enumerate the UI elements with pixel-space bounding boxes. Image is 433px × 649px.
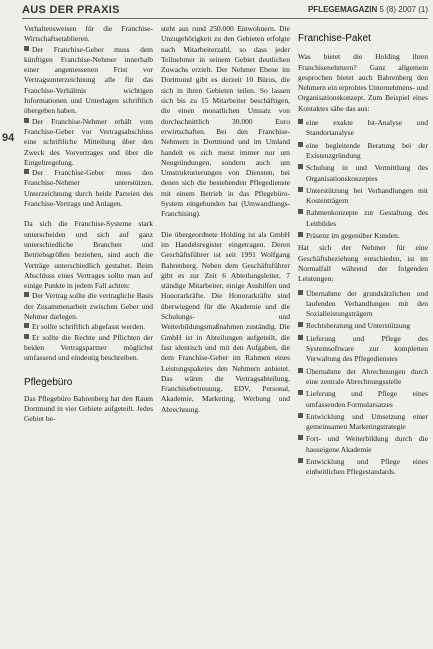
- franchise-paket-heading: Franchise-Paket: [298, 33, 371, 44]
- list-item: Entwicklung und Pflege eines einheitlichen Pflegestandards.: [298, 457, 428, 478]
- issue-number: 5 (8) 2007 (1): [379, 5, 428, 14]
- column-1: [24, 24, 153, 425]
- section-label: AUS DER PRAXIS: [22, 4, 120, 16]
- bullet-square-icon: [298, 413, 303, 418]
- list-item: Rahmenkonzepte zur Gestaltung des Leitbildes: [298, 208, 428, 229]
- bullet-square-icon: [24, 169, 29, 174]
- bullet-square-icon: [298, 119, 303, 124]
- bullet-square-icon: [298, 335, 303, 340]
- list-item: Lieferung und Pflege eines umfassenden Formularsatzes: [298, 389, 428, 410]
- list-item: Unterstützung bei Verhandlungen mit Kostenträgern: [298, 186, 428, 207]
- bullet-square-icon: [298, 187, 303, 192]
- col3-paragraph-1: Was bietet die Holding ihren Franchisenehmern? Ganz allgemein gesprochen bietet auch Bahrenberg den Nehmern ein erprobtes Unternehmens- und Organisationskonzept. Zum Beispiel eines Kontaktes sähe das aus:: [298, 52, 428, 113]
- list-item: eine exakte Ist-Analyse und Standortanalyse: [298, 118, 428, 139]
- column-2: [161, 24, 290, 415]
- header-rule: [22, 18, 428, 19]
- col3-list-1: [298, 118, 428, 241]
- bullet-square-icon: [298, 368, 303, 373]
- col1-bullet-3: Der Franchise-Geber muss den Franchise-Nehmer unterstützen. Unterzeichnung durch beide Parteien des Franchise-Vertrags und Anlagen.: [24, 168, 153, 209]
- bullet-square-icon: [298, 232, 303, 237]
- list-item: Rechtsberatung und Unterstützung: [298, 321, 428, 331]
- bullet-square-icon: [298, 164, 303, 169]
- bullet-square-icon: [298, 142, 303, 147]
- bullet-square-icon: [24, 334, 29, 339]
- bullet-square-icon: [24, 46, 29, 51]
- list-item: Lieferung und Pflege des Systemsoftware zur kompletten Verwaltung des Pflegedienstes: [298, 334, 428, 365]
- bullet-square-icon: [298, 435, 303, 440]
- bullet-square-icon: [24, 118, 29, 123]
- col3-list-2: [298, 289, 428, 478]
- pflegebuero-heading: Pflegebüro: [24, 376, 73, 388]
- bullet-square-icon: [298, 390, 303, 395]
- col2-paragraph-1: steht aus rund 250.000 Einwohnern. Die Unzugehörigkeit zu den Gebieten erfolgte nach Mitarbeiterzahl, so dass jeder Teilnehmer in seinem Gebiet deutlichen Zuwachs erzielt. Der Nehmer Ebene im Dortmund gibt es derzeit 10 Büros, die sich in ihren Gebieten teilen. So lassen sich bis zu 15 Mitarbeiter beschäftigen, die einen monatlichen Umsatz von durchschnittlich 30.000 Euro erwirtschaften. Bei den Franchise-Nehmern in Dortmund und im Umland handelt es sich meist immer nur um Neugründungen, sondern auch um Umstrukturierungen von Diensten, bei denen sich die bestehenden Pflegedienste mit einem Betrieb in das Pflegebüro-System eingebunden hat (Umwandlungs-Franchising).: [161, 24, 290, 219]
- column-3: [298, 24, 428, 480]
- col1-bullet-1: Der Franchise-Geber muss dem künftigen Franchise-Nehmer innerhalb einer angemessenen Frist vor Vertragsunterzeichnung alle für das Franchise-Verhältnis wichtigen Informationen und Unterlagen schriftlich übergeben haben.: [24, 44, 153, 116]
- bullet-square-icon: [298, 458, 303, 463]
- list-item: eine begleitende Beratung bei der Existenzgründung: [298, 141, 428, 162]
- bullet-square-icon: [24, 292, 29, 297]
- list-item: Übernahme der grundsätzlichen und laufenden Verhandlungen mit den Sozialleistungsträgern: [298, 289, 428, 320]
- bullet-square-icon: [298, 322, 303, 327]
- col1-final-paragraph: Das Pflegebüro Bahrenberg hat den Raum Dortmund in vier Gebiete aufgeteilt. Jedes Gebiet be-: [24, 393, 153, 424]
- col1-bullet-5: Er sollte schriftlich abgefasst werden.: [24, 322, 153, 332]
- col1-bullet-4: Der Vertrag sollte die vertragliche Basis der Zusammenarbeit zwischen Geber und Nehmer darlegen.: [24, 291, 153, 322]
- col1-bullet-6: Er sollte die Rechte und Pflichten der beiden Vertragspartner möglichst umfassend und eindeutig beschreiben.: [24, 332, 153, 363]
- list-item: Entwicklung und Umsetzung einer gemeinsamen Marketingstrategie: [298, 412, 428, 433]
- list-item: Übernahme der Abrechnungen durch eine zentrale Abrechnungsstelle: [298, 367, 428, 388]
- bullet-square-icon: [298, 290, 303, 295]
- col1-paragraph: Da sich die Franchise-Systeme stark unterscheiden und sich auf ganz unterschiedliche Branchen und Betriebsgrößen beziehen, sind auch die Verträge unterschiedlich gestaltet. Beim Abschluss eines Vertrages sollte man auf einige Punkte in jedem Fall achten:: [24, 219, 153, 291]
- col2-paragraph-2: Die übergeordnete Holding ist als GmbH im Handelsregister eingetragen. Deren Geschäftsführer ist seit 1991 Wolfgang Bahrenberg. Neben dem Geschäftsführer gibt es zur Zeit 6 Abteilungsleiter, 7 ständige Mitarbeiter, einige Aushilfen und Honorarkräfte. Die Honorarkräfte sind überwiegend für die Akademie und die Schulungs- und Weiterbildungsmaßnahmen zuständig. Die GmbH ist in Abteilungen aufgeteilt, die fast identisch und mit den Aufgaben, die dem Franchise-Geber im Rahmen eines Leistungspaketes den Nehmern anbietet. Das wären die Vertragsabteilung, Franchisebetreuung, EDV, Personal, Akademie, Marketing, Werbung und Abrechnung.: [161, 229, 290, 414]
- col1-intro: Verhaltensweisen für die Franchise-Wirtschaftsetablieren.: [24, 24, 153, 44]
- bullet-square-icon: [24, 323, 29, 328]
- col3-paragraph-2: Hat sich der Nehmer für eine Geschäftsbeziehung entschieden, ist im Normalfall während der folgenden Leistungen:: [298, 243, 428, 284]
- list-item: Schulung in und Vermittlung des Organisationskonzeptes: [298, 163, 428, 184]
- magazine-name: PFLEGEMAGAZIN: [307, 5, 378, 14]
- col1-bullet-2: Der Franchise-Nehmer erhält vom Franchise-Geber vor Vertragsabschluss eine schriftliche Mitteilung über den Zweck des Vorvertrages und über die Entgeltregelung.: [24, 116, 153, 167]
- bullet-square-icon: [298, 209, 303, 214]
- list-item: Fort- und Weiterbildung durch die hauseigene Akademie: [298, 434, 428, 455]
- page-header: [22, 4, 428, 18]
- magazine-title: [308, 5, 428, 14]
- list-item: Präsenz im gegenüber Kunden.: [298, 231, 428, 241]
- page-number: 94: [2, 132, 15, 144]
